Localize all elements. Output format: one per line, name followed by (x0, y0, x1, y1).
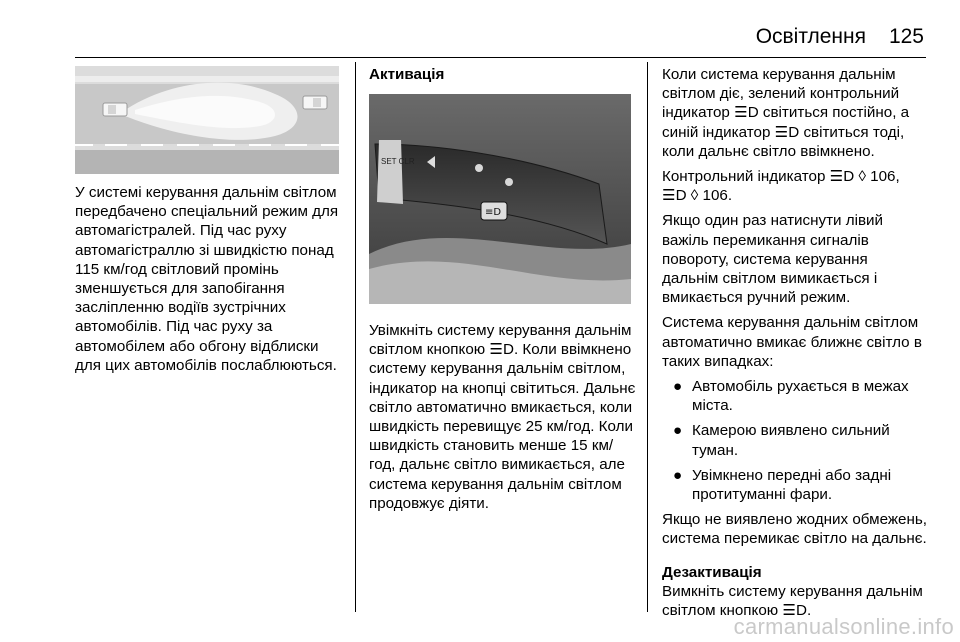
svg-text:≡D: ≡D (485, 207, 502, 218)
section-title: Освітлення (755, 25, 866, 48)
column-divider-right (647, 62, 648, 612)
column-middle (369, 321, 637, 519)
column-divider-left (355, 62, 356, 612)
page-number: 125 (888, 25, 924, 48)
activation-heading: Активація (369, 66, 445, 83)
highway-mode-paragraph: У системі керування дальнім світлом передбачено спеціальний режим для автомагістралей. Під час руху автомагістраллю зі швидкістю понад 115 км/год світловий промінь зменшується для запобігання засліпленню водіїв зустрічних автомобілів. Під час руху за автомобілем або обгону відблиски для цих автомобілів послаблюються. (75, 184, 339, 374)
indicator-reference-paragraph: Контрольний індикатор ☰D ◊ 106, ☰D ◊ 106. (662, 168, 900, 205)
manual-mode-paragraph: Якщо один раз натиснути лівий важіль перемикання сигналів повороту, система керування дальнім світлом вимикається і вмикається ручний режим. (662, 212, 884, 307)
low-beam-cases-paragraph: Система керування дальнім світлом автоматично вмикає ближнє світло в таких випадках: (662, 314, 922, 370)
low-beam-cases-list (662, 377, 928, 504)
column-right (662, 65, 928, 626)
deactivation-paragraph: Вимкніть систему керування дальнім світлом кнопкою ☰D. (662, 582, 923, 620)
activation-paragraph: Увімкніть систему керування дальнім світлом кнопкою ☰D. Коли ввімкнено систему керування дальнім світлом, індикатор на кнопці світиться. Дальнє світло автоматично вмикається, коли швидкість перевищує 25 км/год. Коли швидкість становить менше 15 км/год, дальнє світло вимикається, але система керування дальнім світлом продовжує діяти. (369, 322, 636, 512)
highway-beam-illustration (75, 66, 339, 174)
watermark: carmanualsonline.info (733, 614, 954, 639)
page-header (0, 0, 960, 58)
list-item: ● Автомобіль рухається в межах міста. (673, 378, 909, 415)
switch-to-high-paragraph: Якщо не виявлено жодних обмежень, система перемикає світло на дальнє. (662, 511, 927, 548)
list-item: ● Камерою виявлено сильний туман. (673, 422, 890, 459)
list-item: ● Увімкнено передні або задні протитуманні фари. (673, 466, 892, 504)
indicator-paragraph: Коли система керування дальнім світлом діє, зелений контрольний індикатор ☰D світиться постійно, а синій індикатор ☰D світиться тоді, коли дальнє світло ввімкнено. (662, 66, 910, 160)
oncoming-car (303, 96, 327, 109)
turn-signal-stalk-illustration (369, 94, 631, 304)
stalk-symbol-icon (475, 164, 483, 172)
column-middle-heading (369, 65, 633, 90)
stalk-set-label: SET CLR (381, 157, 415, 166)
header-rule (75, 57, 926, 58)
column-left (75, 183, 343, 381)
ego-car (103, 103, 127, 116)
deactivation-heading: Дезактивація (662, 563, 762, 581)
